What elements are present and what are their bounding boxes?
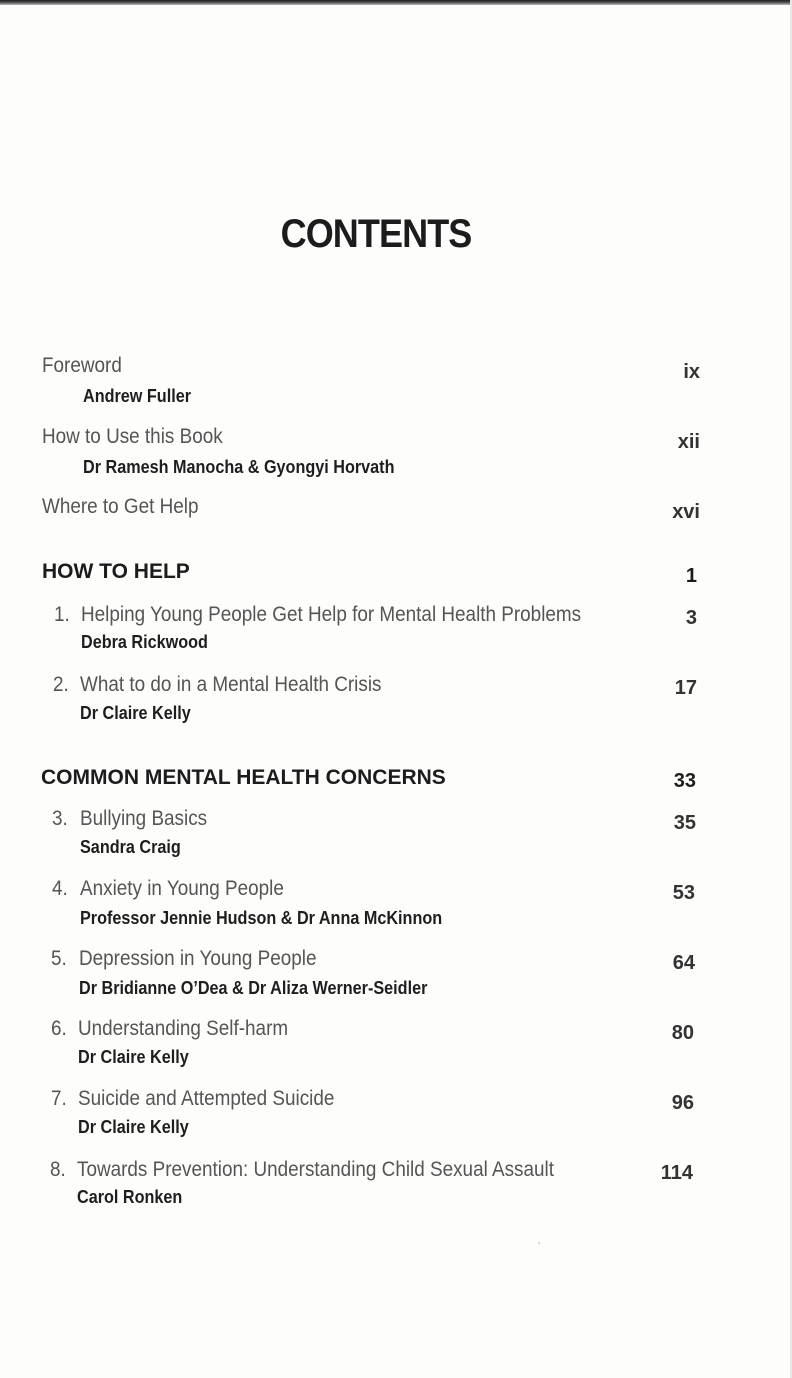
section-page-number: 1 [685, 565, 697, 587]
entry-page-number: 53 [672, 882, 695, 904]
entry-page-number: xvi [672, 501, 700, 523]
entry-title: Towards Prevention: Understanding Child Sexual Assault [77, 1158, 554, 1181]
entry-title: Foreword [42, 354, 122, 377]
entry-title: How to Use this Book [42, 425, 223, 448]
paper-speck [538, 1242, 540, 1244]
entry-title: Bullying Basics [80, 807, 208, 830]
entry-title: Suicide and Attempted Suicide [78, 1087, 335, 1110]
entry-author: Debra Rickwood [81, 632, 208, 652]
entry-author: Professor Jennie Hudson & Dr Anna McKinnon [80, 908, 443, 928]
entry-page-number: 114 [660, 1162, 693, 1184]
chapter-number: 2. [53, 673, 69, 696]
entry-author: Dr Ramesh Manocha & Gyongyi Horvath [83, 457, 395, 477]
entry-page-number: 96 [671, 1092, 694, 1114]
entry-page-number: ix [683, 361, 700, 383]
entry-page-number: 3 [685, 607, 697, 629]
chapter-number: 7. [51, 1087, 67, 1110]
section-page-number: 33 [673, 770, 696, 792]
entry-author: Andrew Fuller [83, 386, 192, 406]
entry-title: Anxiety in Young People [80, 877, 284, 900]
entry-author: Dr Bridianne O’Dea & Dr Aliza Werner-Seidler [79, 978, 428, 998]
chapter-number: 8. [50, 1158, 66, 1181]
entry-title: Understanding Self-harm [78, 1017, 289, 1040]
chapter-number: 5. [51, 947, 67, 970]
entry-author: Dr Claire Kelly [80, 703, 191, 723]
entry-page-number: 80 [671, 1022, 694, 1044]
entry-author: Dr Claire Kelly [78, 1047, 189, 1067]
chapter-number: 6. [51, 1017, 67, 1040]
entry-title: Where to Get Help [42, 495, 199, 518]
entry-page-number: 64 [672, 952, 695, 974]
entry-title: Depression in Young People [79, 947, 317, 970]
entry-author: Dr Claire Kelly [78, 1117, 189, 1137]
entry-title: What to do in a Mental Health Crisis [80, 673, 382, 696]
entry-author: Carol Ronken [77, 1187, 183, 1207]
entry-author: Sandra Craig [80, 837, 181, 857]
section-title: COMMON MENTAL HEALTH CONCERNS [41, 766, 446, 789]
page-top-edge [0, 0, 792, 5]
chapter-number: 3. [52, 807, 68, 830]
section-title: HOW TO HELP [42, 560, 190, 583]
entry-page-number: xii [677, 431, 700, 453]
entry-page-number: 17 [674, 677, 697, 699]
page-title: CONTENTS [280, 212, 472, 256]
entry-page-number: 35 [673, 812, 696, 834]
chapter-number: 1. [54, 603, 70, 626]
chapter-number: 4. [52, 877, 68, 900]
entry-title: Helping Young People Get Help for Mental Health Problems [81, 603, 582, 626]
